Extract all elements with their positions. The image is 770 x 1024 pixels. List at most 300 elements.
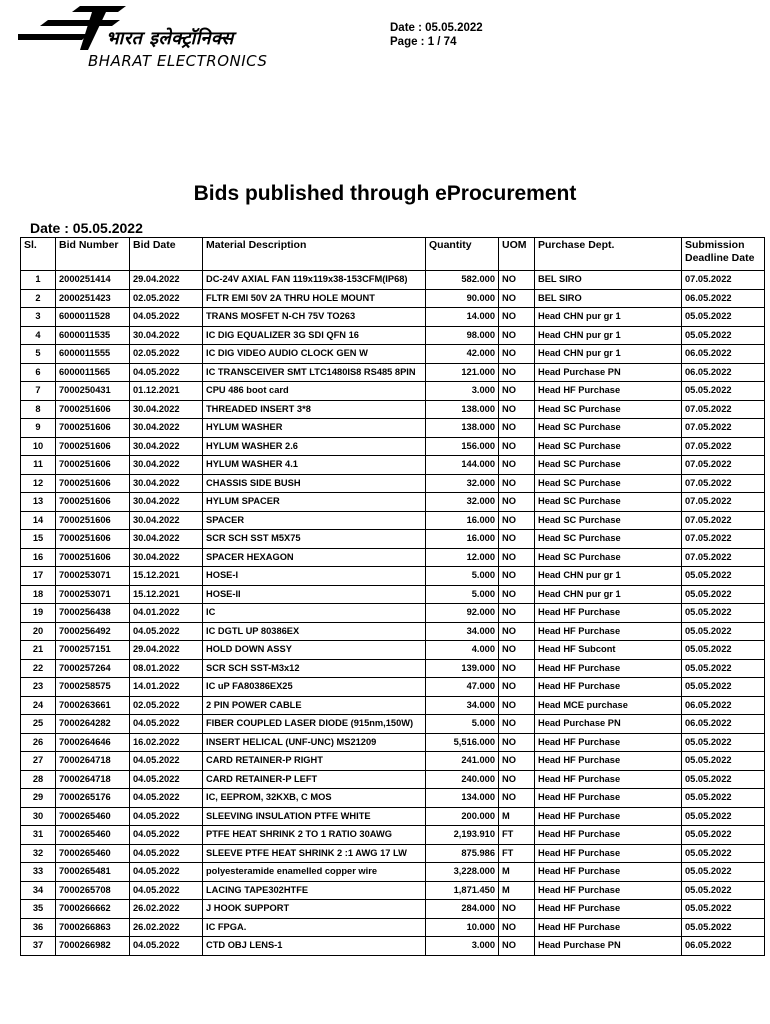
cell-purchase-dept: Head HF Purchase [535, 789, 682, 808]
table-row [21, 678, 765, 697]
cell-purchase-dept: Head HF Subcont [535, 641, 682, 660]
cell-description: PTFE HEAT SHRINK 2 TO 1 RATIO 30AWG [203, 826, 426, 845]
cell-quantity: 10.000 [426, 918, 499, 937]
cell-uom: NO [499, 419, 535, 438]
cell-uom: NO [499, 567, 535, 586]
cell-purchase-dept: Head HF Purchase [535, 733, 682, 752]
bid-date-header: Bid Date [130, 238, 203, 271]
cell-quantity: 121.000 [426, 363, 499, 382]
table-row [21, 326, 765, 345]
cell-quantity: 582.000 [426, 271, 499, 290]
cell-sl: 2 [21, 289, 56, 308]
cell-description: HOLD DOWN ASSY [203, 641, 426, 660]
cell-bid-date: 04.05.2022 [130, 807, 203, 826]
table-body [21, 271, 765, 956]
cell-uom: NO [499, 345, 535, 364]
table-row [21, 308, 765, 327]
cell-purchase-dept: Head SC Purchase [535, 511, 682, 530]
cell-bid-date: 16.02.2022 [130, 733, 203, 752]
table-row [21, 271, 765, 290]
cell-description: IC FPGA. [203, 918, 426, 937]
cell-bid-date: 04.05.2022 [130, 308, 203, 327]
cell-deadline: 05.05.2022 [682, 733, 765, 752]
cell-purchase-dept: Head HF Purchase [535, 770, 682, 789]
cell-uom: NO [499, 456, 535, 475]
cell-deadline: 05.05.2022 [682, 826, 765, 845]
cell-bid-date: 29.04.2022 [130, 271, 203, 290]
cell-deadline: 07.05.2022 [682, 456, 765, 475]
table-row [21, 770, 765, 789]
cell-deadline: 07.05.2022 [682, 511, 765, 530]
table-row [21, 604, 765, 623]
cell-bid-date: 01.12.2021 [130, 382, 203, 401]
cell-deadline: 07.05.2022 [682, 530, 765, 549]
cell-uom: NO [499, 696, 535, 715]
cell-uom: NO [499, 678, 535, 697]
cell-description: FIBER COUPLED LASER DIODE (915nm,150W) [203, 715, 426, 734]
cell-bid-number: 7000253071 [56, 585, 130, 604]
cell-purchase-dept: BEL SIRO [535, 289, 682, 308]
table-row [21, 289, 765, 308]
cell-sl: 3 [21, 308, 56, 327]
cell-bid-number: 7000251606 [56, 437, 130, 456]
cell-sl: 18 [21, 585, 56, 604]
cell-bid-number: 7000264282 [56, 715, 130, 734]
cell-uom: NO [499, 918, 535, 937]
cell-quantity: 34.000 [426, 622, 499, 641]
cell-deadline: 05.05.2022 [682, 844, 765, 863]
cell-sl: 27 [21, 752, 56, 771]
cell-sl: 28 [21, 770, 56, 789]
table-row [21, 696, 765, 715]
table-row [21, 752, 765, 771]
cell-deadline: 07.05.2022 [682, 493, 765, 512]
cell-sl: 4 [21, 326, 56, 345]
cell-uom: NO [499, 937, 535, 956]
cell-sl: 35 [21, 900, 56, 919]
cell-bid-date: 04.05.2022 [130, 622, 203, 641]
cell-purchase-dept: Head CHN pur gr 1 [535, 585, 682, 604]
cell-bid-date: 30.04.2022 [130, 511, 203, 530]
table-row [21, 715, 765, 734]
table-row [21, 622, 765, 641]
cell-description: SPACER HEXAGON [203, 548, 426, 567]
table-row [21, 456, 765, 475]
cell-uom: NO [499, 511, 535, 530]
cell-deadline: 05.05.2022 [682, 567, 765, 586]
table-row [21, 659, 765, 678]
cell-quantity: 144.000 [426, 456, 499, 475]
cell-description: 2 PIN POWER CABLE [203, 696, 426, 715]
cell-uom: NO [499, 382, 535, 401]
material-description-header: Material Description [203, 238, 426, 271]
cell-deadline: 05.05.2022 [682, 863, 765, 882]
cell-bid-date: 15.12.2021 [130, 585, 203, 604]
cell-sl: 1 [21, 271, 56, 290]
cell-uom: NO [499, 308, 535, 327]
cell-sl: 30 [21, 807, 56, 826]
cell-purchase-dept: Head SC Purchase [535, 493, 682, 512]
cell-bid-number: 7000251606 [56, 530, 130, 549]
table-row [21, 548, 765, 567]
cell-bid-number: 7000265460 [56, 826, 130, 845]
cell-bid-number: 7000257151 [56, 641, 130, 660]
cell-bid-number: 7000258575 [56, 678, 130, 697]
cell-deadline: 05.05.2022 [682, 622, 765, 641]
table-row [21, 585, 765, 604]
cell-deadline: 06.05.2022 [682, 937, 765, 956]
cell-bid-date: 04.05.2022 [130, 937, 203, 956]
cell-purchase-dept: Head SC Purchase [535, 456, 682, 475]
cell-uom: NO [499, 715, 535, 734]
table-header-row [21, 238, 765, 271]
cell-purchase-dept: Head HF Purchase [535, 900, 682, 919]
cell-purchase-dept: Head CHN pur gr 1 [535, 308, 682, 327]
cell-bid-date: 30.04.2022 [130, 474, 203, 493]
cell-bid-number: 7000251606 [56, 548, 130, 567]
cell-deadline: 07.05.2022 [682, 400, 765, 419]
cell-uom: NO [499, 289, 535, 308]
cell-uom: NO [499, 493, 535, 512]
cell-purchase-dept: Head HF Purchase [535, 807, 682, 826]
cell-purchase-dept: Head HF Purchase [535, 844, 682, 863]
cell-purchase-dept: Head HF Purchase [535, 863, 682, 882]
cell-uom: NO [499, 530, 535, 549]
cell-quantity: 5.000 [426, 715, 499, 734]
cell-quantity: 2,193.910 [426, 826, 499, 845]
cell-deadline: 07.05.2022 [682, 474, 765, 493]
cell-sl: 12 [21, 474, 56, 493]
cell-description: DC-24V AXIAL FAN 119x119x38-153CFM(IP68) [203, 271, 426, 290]
cell-bid-date: 30.04.2022 [130, 493, 203, 512]
cell-deadline: 05.05.2022 [682, 678, 765, 697]
cell-bid-number: 7000265708 [56, 881, 130, 900]
cell-quantity: 200.000 [426, 807, 499, 826]
deadline-header: Submission Deadline Date [682, 238, 765, 271]
cell-deadline: 05.05.2022 [682, 881, 765, 900]
cell-quantity: 3.000 [426, 382, 499, 401]
cell-deadline: 05.05.2022 [682, 308, 765, 327]
cell-purchase-dept: Head HF Purchase [535, 622, 682, 641]
cell-purchase-dept: Head HF Purchase [535, 382, 682, 401]
cell-uom: NO [499, 900, 535, 919]
cell-bid-number: 7000266982 [56, 937, 130, 956]
table-row [21, 400, 765, 419]
cell-description: IC TRANSCEIVER SMT LTC1480IS8 RS485 8PIN [203, 363, 426, 382]
cell-description: IC uP FA80386EX25 [203, 678, 426, 697]
cell-uom: NO [499, 770, 535, 789]
cell-purchase-dept: Head HF Purchase [535, 826, 682, 845]
cell-uom: NO [499, 363, 535, 382]
cell-quantity: 4.000 [426, 641, 499, 660]
cell-bid-number: 7000251606 [56, 511, 130, 530]
cell-quantity: 16.000 [426, 530, 499, 549]
cell-description: IC [203, 604, 426, 623]
cell-sl: 9 [21, 419, 56, 438]
cell-uom: FT [499, 844, 535, 863]
cell-quantity: 240.000 [426, 770, 499, 789]
cell-bid-number: 7000265460 [56, 844, 130, 863]
cell-deadline: 05.05.2022 [682, 604, 765, 623]
cell-quantity: 90.000 [426, 289, 499, 308]
cell-bid-number: 7000257264 [56, 659, 130, 678]
cell-description: FLTR EMI 50V 2A THRU HOLE MOUNT [203, 289, 426, 308]
table-row [21, 900, 765, 919]
cell-quantity: 284.000 [426, 900, 499, 919]
table-row [21, 530, 765, 549]
cell-purchase-dept: Head Purchase PN [535, 715, 682, 734]
table-row [21, 641, 765, 660]
cell-uom: NO [499, 659, 535, 678]
table-row [21, 345, 765, 364]
table-row [21, 493, 765, 512]
cell-description: IC DIG EQUALIZER 3G SDI QFN 16 [203, 326, 426, 345]
cell-quantity: 138.000 [426, 419, 499, 438]
cell-quantity: 156.000 [426, 437, 499, 456]
cell-uom: NO [499, 789, 535, 808]
cell-purchase-dept: Head HF Purchase [535, 678, 682, 697]
table-row [21, 382, 765, 401]
cell-purchase-dept: Head SC Purchase [535, 474, 682, 493]
table-row [21, 881, 765, 900]
cell-quantity: 3,228.000 [426, 863, 499, 882]
cell-deadline: 07.05.2022 [682, 548, 765, 567]
cell-bid-date: 30.04.2022 [130, 419, 203, 438]
cell-bid-number: 7000263661 [56, 696, 130, 715]
cell-sl: 13 [21, 493, 56, 512]
cell-sl: 6 [21, 363, 56, 382]
report-date: Date : 05.05.2022 [30, 220, 143, 236]
cell-description: HOSE-I [203, 567, 426, 586]
cell-uom: NO [499, 641, 535, 660]
cell-sl: 23 [21, 678, 56, 697]
cell-description: HYLUM SPACER [203, 493, 426, 512]
cell-purchase-dept: Head CHN pur gr 1 [535, 326, 682, 345]
cell-description: HYLUM WASHER [203, 419, 426, 438]
cell-purchase-dept: Head HF Purchase [535, 659, 682, 678]
cell-purchase-dept: Head SC Purchase [535, 419, 682, 438]
cell-purchase-dept: Head MCE purchase [535, 696, 682, 715]
table-row [21, 826, 765, 845]
cell-sl: 22 [21, 659, 56, 678]
cell-uom: NO [499, 400, 535, 419]
cell-deadline: 06.05.2022 [682, 345, 765, 364]
cell-description: HYLUM WASHER 2.6 [203, 437, 426, 456]
cell-bid-date: 30.04.2022 [130, 530, 203, 549]
cell-quantity: 34.000 [426, 696, 499, 715]
cell-deadline: 07.05.2022 [682, 419, 765, 438]
cell-description: SPACER [203, 511, 426, 530]
cell-sl: 17 [21, 567, 56, 586]
cell-quantity: 134.000 [426, 789, 499, 808]
page-number: Page : 1 / 74 [390, 36, 457, 48]
cell-bid-number: 6000011528 [56, 308, 130, 327]
cell-sl: 37 [21, 937, 56, 956]
cell-bid-number: 6000011565 [56, 363, 130, 382]
cell-bid-number: 7000264646 [56, 733, 130, 752]
cell-bid-date: 08.01.2022 [130, 659, 203, 678]
cell-bid-date: 26.02.2022 [130, 918, 203, 937]
cell-description: HOSE-II [203, 585, 426, 604]
cell-quantity: 139.000 [426, 659, 499, 678]
cell-quantity: 16.000 [426, 511, 499, 530]
cell-bid-number: 7000265481 [56, 863, 130, 882]
cell-bid-date: 04.05.2022 [130, 844, 203, 863]
company-logo [18, 4, 348, 72]
cell-sl: 33 [21, 863, 56, 882]
cell-purchase-dept: Head HF Purchase [535, 752, 682, 771]
cell-purchase-dept: Head HF Purchase [535, 918, 682, 937]
cell-sl: 11 [21, 456, 56, 475]
logo-english-text: BHARAT ELECTRONICS [88, 52, 268, 70]
cell-uom: NO [499, 474, 535, 493]
cell-uom: M [499, 881, 535, 900]
cell-deadline: 06.05.2022 [682, 289, 765, 308]
logo-hindi-text: भारत इलेक्ट्रॉनिक्स [106, 28, 234, 49]
cell-description: CPU 486 boot card [203, 382, 426, 401]
cell-description: SCR SCH SST M5X75 [203, 530, 426, 549]
cell-sl: 8 [21, 400, 56, 419]
cell-description: LACING TAPE302HTFE [203, 881, 426, 900]
table-row [21, 789, 765, 808]
page-meta [390, 21, 483, 49]
cell-purchase-dept: Head Purchase PN [535, 937, 682, 956]
cell-bid-number: 2000251423 [56, 289, 130, 308]
cell-quantity: 42.000 [426, 345, 499, 364]
quantity-header: Quantity [426, 238, 499, 271]
cell-bid-date: 04.05.2022 [130, 863, 203, 882]
cell-deadline: 05.05.2022 [682, 382, 765, 401]
cell-deadline: 05.05.2022 [682, 789, 765, 808]
cell-description: CTD OBJ LENS-1 [203, 937, 426, 956]
cell-bid-date: 26.02.2022 [130, 900, 203, 919]
cell-uom: FT [499, 826, 535, 845]
cell-bid-date: 30.04.2022 [130, 326, 203, 345]
cell-bid-number: 7000265460 [56, 807, 130, 826]
cell-uom: NO [499, 585, 535, 604]
cell-sl: 24 [21, 696, 56, 715]
cell-deadline: 05.05.2022 [682, 752, 765, 771]
cell-quantity: 92.000 [426, 604, 499, 623]
cell-quantity: 98.000 [426, 326, 499, 345]
cell-quantity: 12.000 [426, 548, 499, 567]
cell-purchase-dept: BEL SIRO [535, 271, 682, 290]
cell-purchase-dept: Head SC Purchase [535, 437, 682, 456]
uom-header: UOM [499, 238, 535, 271]
cell-sl: 10 [21, 437, 56, 456]
cell-purchase-dept: Head SC Purchase [535, 530, 682, 549]
cell-uom: M [499, 863, 535, 882]
cell-bid-date: 30.04.2022 [130, 548, 203, 567]
cell-deadline: 05.05.2022 [682, 641, 765, 660]
cell-bid-date: 04.05.2022 [130, 826, 203, 845]
cell-sl: 5 [21, 345, 56, 364]
cell-description: THREADED INSERT 3*8 [203, 400, 426, 419]
cell-deadline: 05.05.2022 [682, 659, 765, 678]
table-row [21, 437, 765, 456]
table-row [21, 844, 765, 863]
sl-header: Sl. [21, 238, 56, 271]
cell-bid-number: 7000251606 [56, 493, 130, 512]
cell-sl: 19 [21, 604, 56, 623]
cell-bid-date: 30.04.2022 [130, 456, 203, 475]
cell-uom: M [499, 807, 535, 826]
cell-deadline: 05.05.2022 [682, 770, 765, 789]
cell-bid-date: 04.05.2022 [130, 881, 203, 900]
cell-quantity: 14.000 [426, 308, 499, 327]
cell-purchase-dept: Head SC Purchase [535, 400, 682, 419]
cell-bid-number: 6000011535 [56, 326, 130, 345]
cell-bid-number: 7000251606 [56, 419, 130, 438]
cell-bid-number: 7000256492 [56, 622, 130, 641]
cell-sl: 20 [21, 622, 56, 641]
cell-quantity: 241.000 [426, 752, 499, 771]
cell-quantity: 32.000 [426, 493, 499, 512]
cell-sl: 36 [21, 918, 56, 937]
cell-bid-number: 7000256438 [56, 604, 130, 623]
page-title: Bids published through eProcurement [193, 182, 577, 205]
cell-bid-date: 04.05.2022 [130, 363, 203, 382]
cell-purchase-dept: Head CHN pur gr 1 [535, 567, 682, 586]
cell-bid-date: 02.05.2022 [130, 289, 203, 308]
cell-bid-number: 7000251606 [56, 474, 130, 493]
cell-deadline: 06.05.2022 [682, 363, 765, 382]
cell-bid-number: 2000251414 [56, 271, 130, 290]
cell-deadline: 05.05.2022 [682, 326, 765, 345]
cell-description: CARD RETAINER-P LEFT [203, 770, 426, 789]
cell-description: HYLUM WASHER 4.1 [203, 456, 426, 475]
cell-bid-date: 30.04.2022 [130, 400, 203, 419]
cell-bid-number: 7000266863 [56, 918, 130, 937]
cell-bid-date: 04.05.2022 [130, 715, 203, 734]
purchase-dept-header: Purchase Dept. [535, 238, 682, 271]
table-row [21, 807, 765, 826]
cell-deadline: 05.05.2022 [682, 807, 765, 826]
cell-sl: 15 [21, 530, 56, 549]
cell-bid-number: 7000266662 [56, 900, 130, 919]
cell-bid-date: 04.05.2022 [130, 752, 203, 771]
cell-description: IC DIG VIDEO AUDIO CLOCK GEN W [203, 345, 426, 364]
table-row [21, 733, 765, 752]
cell-description: TRANS MOSFET N-CH 75V TO263 [203, 308, 426, 327]
cell-bid-date: 04.05.2022 [130, 789, 203, 808]
cell-uom: NO [499, 604, 535, 623]
cell-bid-date: 02.05.2022 [130, 696, 203, 715]
header-date: Date : 05.05.2022 [390, 22, 483, 34]
cell-sl: 14 [21, 511, 56, 530]
table-row [21, 567, 765, 586]
cell-deadline: 05.05.2022 [682, 900, 765, 919]
table-row [21, 419, 765, 438]
table-row [21, 511, 765, 530]
cell-bid-date: 29.04.2022 [130, 641, 203, 660]
cell-bid-number: 7000251606 [56, 400, 130, 419]
cell-bid-date: 04.01.2022 [130, 604, 203, 623]
cell-uom: NO [499, 733, 535, 752]
cell-bid-number: 7000251606 [56, 456, 130, 475]
cell-bid-date: 15.12.2021 [130, 567, 203, 586]
cell-deadline: 07.05.2022 [682, 437, 765, 456]
cell-uom: NO [499, 548, 535, 567]
cell-quantity: 5.000 [426, 585, 499, 604]
cell-uom: NO [499, 271, 535, 290]
cell-purchase-dept: Head HF Purchase [535, 881, 682, 900]
cell-quantity: 1,871.450 [426, 881, 499, 900]
cell-purchase-dept: Head HF Purchase [535, 604, 682, 623]
cell-sl: 7 [21, 382, 56, 401]
cell-description: IC, EEPROM, 32KXB, C MOS [203, 789, 426, 808]
cell-purchase-dept: Head SC Purchase [535, 548, 682, 567]
